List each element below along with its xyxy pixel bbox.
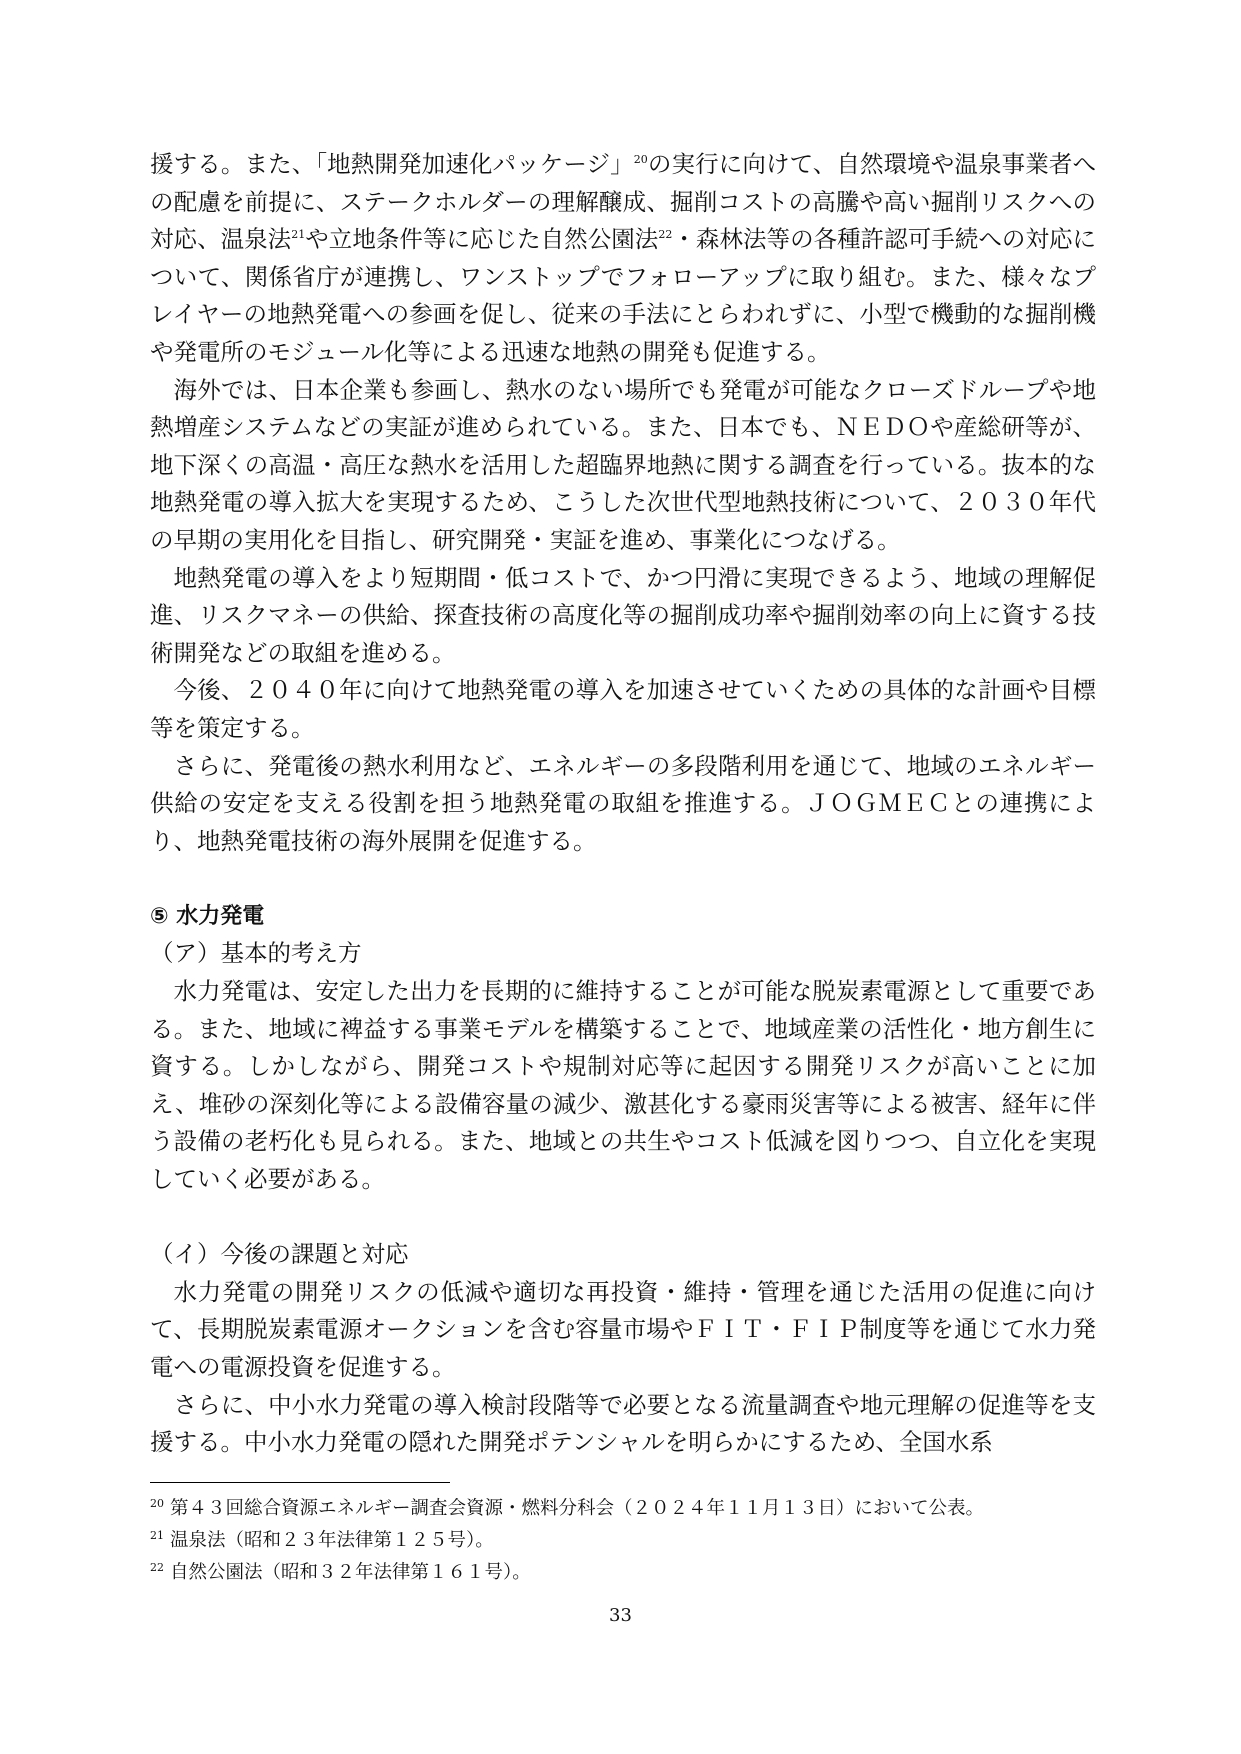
footnote-text: 温泉法（昭和２３年法律第１２５号）。 <box>170 1530 494 1552</box>
footnotes <box>150 1490 1096 1586</box>
paragraph-geothermal-cost: 地熱発電の導入をより短期間・低コストで、かつ円滑に実現できるよう、地域の理解促進、リスクマネーの供給、探査技術の高度化等の掘削成功率や掘削効率の向上に資する技術開発などの取組を進める。 <box>150 563 1096 667</box>
footnote-number: 21 <box>150 1529 164 1543</box>
paragraph-multi-stage-use: さらに、発電後の熱水利用など、エネルギーの多段階利用を通じて、地域のエネルギー供給の安定を支える役割を担う地熱発電の取組を推進する。ＪＯＧＭＥＣとの連携により、地熱発電技術の海外展開を促進する。 <box>150 751 1096 855</box>
footnote-ref-21[interactable]: 21 <box>291 228 306 242</box>
footnote-number: 22 <box>150 1561 164 1575</box>
paragraph-2040-plan: 今後、２０４０年に向けて地熱発電の導入を加速させていくための具体的な計画や目標等を策定する。 <box>150 676 1096 742</box>
footnote-ref-22[interactable]: 22 <box>658 228 673 242</box>
page-number: 33 <box>609 1605 632 1626</box>
paragraph-small-hydro: さらに、中小水力発電の導入検討段階等で必要となる流量調査や地元理解の促進等を支援する。中小水力発電の隠れた開発ポテンシャルを明らかにするため、全国水系 <box>150 1390 1096 1457</box>
paragraph-overseas-next-gen: 海外では、日本企業も参画し、熱水のない場所でも発電が可能なクローズドループや地熱増産システムなどの実証が進められている。また、日本でも、ＮＥＤＯや産総研等が、地下深くの高温・高圧な熱水を活用した超臨界地熱に関する調査を行っている。抜本的な地熱発電の導入拡大を実現するため、こうした次世代型地熱技術について、２０３０年代の早期の実用化を目指し、研究開発・実証を進め、事業化につなげる。 <box>150 375 1096 554</box>
footnote-21 <box>150 1522 1096 1554</box>
blank-line <box>150 1199 1096 1237</box>
footnote-ref-20[interactable]: 20 <box>633 153 648 167</box>
text-segment: や立地条件等に応じた自然公園法 <box>305 225 659 254</box>
paragraph-hydro-basic: 水力発電は、安定した出力を長期的に維持することが可能な脱炭素電源として重要である。また、地域に裨益する事業モデルを構築することで、地域産業の活性化・地方創生に資する。しかしながら、開発コストや規制対応等に起因する開発リスクが高いことに加え、堆砂の深刻化等による設備容量の減少、激甚化する豪雨災害等による被害、経年に伴う設備の老朽化も見られる。また、地域との共生やコスト低減を図りつつ、自立化を実現していく必要がある。 <box>150 977 1096 1194</box>
footnote-divider <box>150 1482 450 1483</box>
footnote-number: 20 <box>150 1497 164 1510</box>
text-segment: ・森林法等の各種許認可手続への対応について、関係省庁が連携し、ワンストップでフォローアップに取り組む。また、様々なプレイヤーの地熱発電への参画を促し、従来の手法にとらわれずに、小型で機動的な掘削機や発電所のモジュール化等による迅速な地熱の開発も促進する。 <box>150 225 1097 366</box>
footnote-22 <box>150 1554 1096 1586</box>
subheading-issues-response: （イ）今後の課題と対応 <box>150 1240 409 1269</box>
section-heading-hydropower: ⑤ 水力発電 <box>150 903 265 929</box>
footnote-text: 自然公園法（昭和３２年法律第１６１号）。 <box>170 1562 531 1584</box>
text-segment: 援する。また、「地熱開発加速化パッケージ」 <box>150 150 634 178</box>
subheading-basic-approach: （ア）基本的考え方 <box>150 939 362 968</box>
footnote-20 <box>150 1490 1096 1522</box>
footnote-text: 第４３回総合資源エネルギー調査会資源・燃料分科会（２０２４年１１月１３日）において公表。 <box>170 1498 985 1520</box>
text-segment: の実行に向けて、自然環境や温泉事業者への配慮を前提に、ステークホルダーの理解醸成、掘削コストの高騰や高い掘削リスクへの対応、温泉法 <box>150 150 1097 254</box>
body-text <box>150 146 1096 1462</box>
paragraph-geothermal-support <box>150 146 1096 372</box>
paragraph-hydro-investment: 水力発電の開発リスクの低減や適切な再投資・維持・管理を通じた活用の促進に向けて、長期脱炭素電源オークションを含む容量市場やＦＩＴ・ＦＩＰ制度等を通じて水力発電への電源投資を促進する。 <box>150 1277 1096 1381</box>
blank-line <box>150 860 1096 898</box>
